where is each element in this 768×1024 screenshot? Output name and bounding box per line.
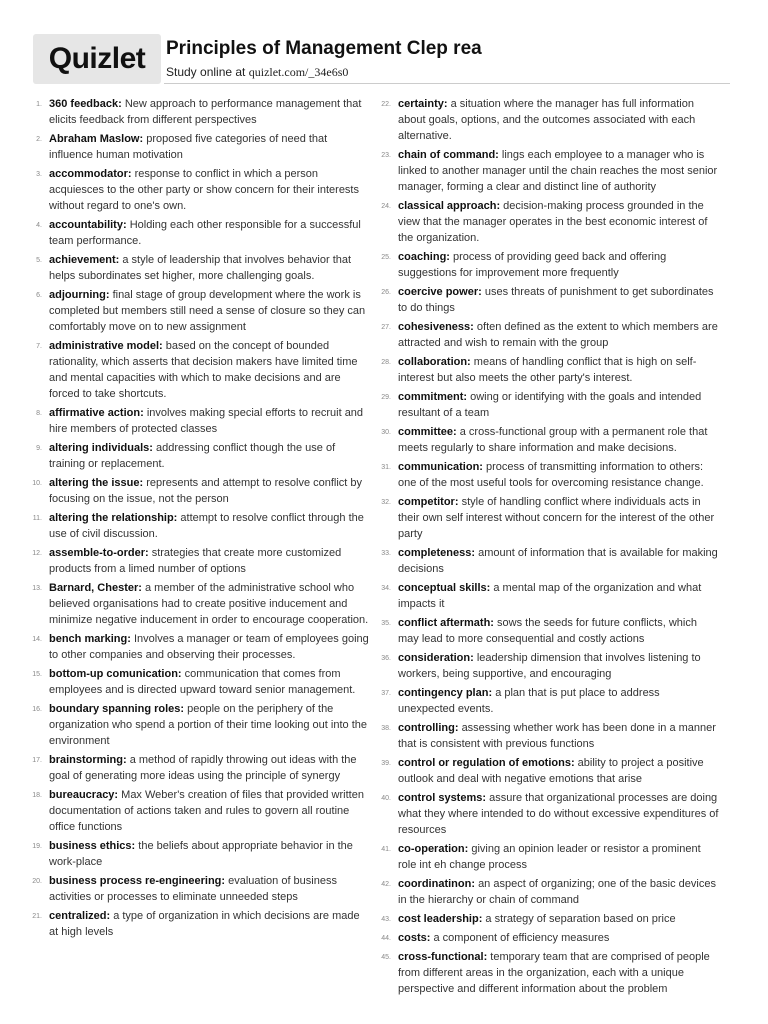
term-label: contingency plan: bbox=[398, 687, 493, 699]
term-definition: a component of efficiency measures bbox=[433, 932, 610, 944]
term-entry bbox=[379, 930, 719, 946]
term-label: business process re-engineering: bbox=[49, 875, 226, 887]
term-label: consideration: bbox=[398, 652, 474, 664]
term-definition: lings each employee to a manager who is linked to another manager until the chain reaches the most senior manager, forming a clear and distinct line of authority bbox=[398, 149, 718, 193]
term-entry bbox=[30, 475, 370, 507]
term-label: co-operation: bbox=[398, 843, 469, 855]
term-number: 42. bbox=[381, 881, 391, 888]
term-definition: temporary team that are comprised of people from different areas in the organization, each with a unique perspective and different information about the problem bbox=[398, 951, 710, 995]
term-label: brainstorming: bbox=[49, 754, 127, 766]
term-definition: assessing whether work has been done in a manner that is consistent with previous functions bbox=[398, 722, 716, 750]
term-entry bbox=[30, 752, 370, 784]
term-entry bbox=[379, 459, 719, 491]
term-number: 24. bbox=[381, 203, 391, 210]
term-entry bbox=[379, 96, 719, 144]
term-definition: leadership dimension that involves listening to workers, being supportive, and encouraging bbox=[398, 652, 701, 680]
term-label: 360 feedback: bbox=[49, 98, 122, 110]
term-number: 25. bbox=[381, 254, 391, 261]
term-number: 43. bbox=[381, 916, 391, 923]
term-label: altering the relationship: bbox=[49, 512, 178, 524]
header-divider bbox=[164, 83, 730, 84]
term-number: 11. bbox=[32, 515, 42, 522]
term-entry bbox=[30, 338, 370, 402]
term-definition: strategies that create more customized products from a limed number of options bbox=[49, 547, 342, 575]
term-entry bbox=[30, 545, 370, 577]
term-number: 36. bbox=[381, 655, 391, 662]
term-definition: uses threats of punishment to get subordinates to do things bbox=[398, 286, 714, 314]
term-number: 39. bbox=[381, 760, 391, 767]
study-url-link[interactable]: quizlet.com/_34e6s0 bbox=[248, 65, 349, 79]
term-definition: a plan that is put place to address unexpected events. bbox=[398, 687, 660, 715]
term-label: conflict aftermath: bbox=[398, 617, 494, 629]
term-definition: a type of organization in which decisions are made at high levels bbox=[49, 910, 360, 938]
term-number: 33. bbox=[381, 550, 391, 557]
term-label: altering the issue: bbox=[49, 477, 144, 489]
term-entry bbox=[379, 580, 719, 612]
term-entry bbox=[30, 787, 370, 835]
term-entry bbox=[30, 510, 370, 542]
term-definition: addressing conflict though the use of training or replacement. bbox=[49, 442, 336, 470]
term-label: accountability: bbox=[49, 219, 127, 231]
term-label: cohesiveness: bbox=[398, 321, 474, 333]
term-number: 12. bbox=[32, 550, 42, 557]
term-entry bbox=[379, 650, 719, 682]
term-definition: evaluation of business activities or processes to eliminate unneeded steps bbox=[49, 875, 337, 903]
term-entry bbox=[379, 876, 719, 908]
term-entry bbox=[379, 790, 719, 838]
term-entry bbox=[30, 908, 370, 940]
term-entry bbox=[30, 405, 370, 437]
term-entry bbox=[379, 545, 719, 577]
document-title: Principles of Management Clep rea bbox=[166, 38, 482, 59]
term-number: 7. bbox=[36, 343, 42, 350]
term-label: bottom-up comunication: bbox=[49, 668, 182, 680]
term-entry bbox=[379, 284, 719, 316]
term-number: 44. bbox=[381, 935, 391, 942]
term-label: accommodator: bbox=[49, 168, 132, 180]
term-entry bbox=[379, 720, 719, 752]
term-number: 22. bbox=[381, 101, 391, 108]
term-definition: a situation where the manager has full information about goals, options, and the outcomes associated with each alternative. bbox=[398, 98, 696, 142]
term-entry bbox=[379, 494, 719, 542]
term-entry bbox=[30, 666, 370, 698]
term-label: altering individuals: bbox=[49, 442, 153, 454]
term-entry bbox=[30, 580, 370, 628]
logo-text: Quizlet bbox=[48, 42, 146, 75]
term-label: affirmative action: bbox=[49, 407, 144, 419]
term-number: 37. bbox=[381, 690, 391, 697]
term-number: 6. bbox=[36, 292, 42, 299]
term-number: 3. bbox=[36, 171, 42, 178]
term-entry bbox=[30, 287, 370, 335]
term-label: coercive power: bbox=[398, 286, 482, 298]
terms-column-left bbox=[30, 96, 370, 943]
term-definition: owing or identifying with the goals and intended resultant of a team bbox=[398, 391, 702, 419]
term-definition: an aspect of organizing; one of the basic devices in the hierarchy or chain of command bbox=[398, 878, 716, 906]
term-definition: communication that comes from employees and is directed upward toward senior management. bbox=[49, 668, 356, 696]
term-label: administrative model: bbox=[49, 340, 163, 352]
term-definition: a cross-functional group with a permanent role that meets regularly to share information and make decisions. bbox=[398, 426, 708, 454]
term-definition: a method of rapidly throwing out ideas with the goal of generating more ideas using the principle of synergy bbox=[49, 754, 357, 782]
term-entry bbox=[379, 841, 719, 873]
term-entry bbox=[379, 389, 719, 421]
term-definition: response to conflict in which a person acquiesces to the other party or show concern for their interests without regard to one's own. bbox=[49, 168, 359, 212]
term-label: control systems: bbox=[398, 792, 487, 804]
term-number: 16. bbox=[32, 706, 42, 713]
term-entry bbox=[30, 252, 370, 284]
term-number: 9. bbox=[36, 445, 42, 452]
term-definition: a style of leadership that involves behavior that helps subordinates set higher, more challenging goals. bbox=[49, 254, 352, 282]
term-definition: giving an opinion leader or resistor a prominent role int eh change process bbox=[398, 843, 701, 871]
term-number: 41. bbox=[381, 846, 391, 853]
term-label: communication: bbox=[398, 461, 483, 473]
term-label: certainty: bbox=[398, 98, 448, 110]
term-entry bbox=[379, 685, 719, 717]
term-label: conceptual skills: bbox=[398, 582, 491, 594]
term-label: adjourning: bbox=[49, 289, 110, 301]
term-definition: means of handling conflict that is high on self-interest but also meets the other party's interest. bbox=[398, 356, 697, 384]
term-number: 21. bbox=[32, 913, 42, 920]
term-number: 40. bbox=[381, 795, 391, 802]
term-label: assemble-to-order: bbox=[49, 547, 149, 559]
term-number: 32. bbox=[381, 499, 391, 506]
term-number: 34. bbox=[381, 585, 391, 592]
term-definition: a strategy of separation based on price bbox=[485, 913, 676, 925]
term-number: 31. bbox=[381, 464, 391, 471]
term-definition: based on the concept of bounded rationality, which asserts that decision makers have limited time and mental capacities with which to make decisions and are forced to take shortcuts. bbox=[49, 340, 358, 400]
term-entry bbox=[30, 166, 370, 214]
term-label: collaboration: bbox=[398, 356, 471, 368]
term-definition: process of transmitting information to others: one of the most useful tools for overcoming resistance change. bbox=[398, 461, 704, 489]
term-entry bbox=[379, 615, 719, 647]
term-entry bbox=[30, 131, 370, 163]
term-number: 30. bbox=[381, 429, 391, 436]
term-label: coaching: bbox=[398, 251, 450, 263]
term-entry bbox=[379, 949, 719, 997]
term-number: 13. bbox=[32, 585, 42, 592]
term-entry bbox=[30, 217, 370, 249]
term-label: achievement: bbox=[49, 254, 120, 266]
term-entry bbox=[379, 249, 719, 281]
term-label: cross-functional: bbox=[398, 951, 488, 963]
term-entry bbox=[379, 147, 719, 195]
term-number: 26. bbox=[381, 289, 391, 296]
term-label: control or regulation of emotions: bbox=[398, 757, 575, 769]
term-number: 8. bbox=[36, 410, 42, 417]
term-number: 38. bbox=[381, 725, 391, 732]
study-online-line bbox=[166, 65, 348, 80]
term-number: 23. bbox=[381, 152, 391, 159]
term-definition: often defined as the extent to which members are attracted and wish to remain with the group bbox=[398, 321, 718, 349]
term-definition: attempt to resolve conflict through the use of civil discussion. bbox=[49, 512, 364, 540]
term-label: controlling: bbox=[398, 722, 459, 734]
term-definition: Max Weber's creation of files that provided written documentation of actions taken and rules to govern all routine office functions bbox=[49, 789, 364, 833]
term-entry bbox=[379, 319, 719, 351]
term-number: 19. bbox=[32, 843, 42, 850]
term-number: 45. bbox=[381, 954, 391, 961]
term-number: 2. bbox=[36, 136, 42, 143]
term-entry bbox=[379, 911, 719, 927]
term-entry bbox=[379, 424, 719, 456]
term-number: 18. bbox=[32, 792, 42, 799]
term-label: centralized: bbox=[49, 910, 111, 922]
term-definition: assure that organizational processes are doing what they where intended to do without excessive expenditures of resources bbox=[398, 792, 719, 836]
term-definition: sows the seeds for future conflicts, which may lead to more consequential and costly actions bbox=[398, 617, 697, 645]
term-number: 20. bbox=[32, 878, 42, 885]
term-label: cost leadership: bbox=[398, 913, 483, 925]
term-entry bbox=[379, 354, 719, 386]
quizlet-logo[interactable] bbox=[33, 34, 161, 84]
term-number: 15. bbox=[32, 671, 42, 678]
term-definition: people on the periphery of the organization who spend a portion of their time looking out into the environment bbox=[49, 703, 367, 747]
term-number: 4. bbox=[36, 222, 42, 229]
term-entry bbox=[30, 631, 370, 663]
term-number: 1. bbox=[36, 101, 42, 108]
term-entry bbox=[379, 198, 719, 246]
term-entry bbox=[30, 701, 370, 749]
term-label: business ethics: bbox=[49, 840, 136, 852]
term-label: boundary spanning roles: bbox=[49, 703, 185, 715]
term-definition: process of providing geed back and offering suggestions for improvement more frequently bbox=[398, 251, 667, 279]
term-definition: Involves a manager or team of employees going to other companies and observing their processes. bbox=[49, 633, 369, 661]
term-label: chain of command: bbox=[398, 149, 499, 161]
term-label: bureaucracy: bbox=[49, 789, 119, 801]
term-definition: style of handling conflict where individuals acts in their own self interest without concern for the interest of the other party bbox=[398, 496, 715, 540]
term-entry bbox=[30, 873, 370, 905]
term-label: bench marking: bbox=[49, 633, 131, 645]
term-definition: ability to project a positive outlook and deal with negative emotions that arise bbox=[398, 757, 704, 785]
term-definition: a member of the administrative school who believed organisations had to create positive inducement and minimize negative inducement in order to encourage cooperation. bbox=[49, 582, 369, 626]
page-header bbox=[33, 34, 730, 84]
term-label: Abraham Maslow: bbox=[49, 133, 144, 145]
term-number: 27. bbox=[381, 324, 391, 331]
term-number: 29. bbox=[381, 394, 391, 401]
term-entry bbox=[379, 755, 719, 787]
term-label: competitor: bbox=[398, 496, 459, 508]
term-number: 14. bbox=[32, 636, 42, 643]
term-number: 17. bbox=[32, 757, 42, 764]
term-entry bbox=[30, 440, 370, 472]
term-number: 35. bbox=[381, 620, 391, 627]
term-definition: New approach to performance management that elicits feedback from different perspectives bbox=[49, 98, 362, 126]
term-definition: decision-making process grounded in the view that the manager operates in the best economic interest of the organization. bbox=[398, 200, 708, 244]
study-prefix: Study online at bbox=[166, 65, 249, 79]
term-definition: represents and attempt to resolve conflict by focusing on the issue, not the person bbox=[49, 477, 363, 505]
term-definition: the beliefs about appropriate behavior in the work-place bbox=[49, 840, 353, 868]
term-label: committee: bbox=[398, 426, 457, 438]
term-label: classical approach: bbox=[398, 200, 501, 212]
term-definition: Holding each other responsible for a successful team performance. bbox=[49, 219, 361, 247]
term-label: Barnard, Chester: bbox=[49, 582, 142, 594]
term-label: commitment: bbox=[398, 391, 468, 403]
term-number: 10. bbox=[32, 480, 42, 487]
term-number: 5. bbox=[36, 257, 42, 264]
term-label: coordinatinon: bbox=[398, 878, 475, 890]
term-definition: a mental map of the organization and what impacts it bbox=[398, 582, 702, 610]
term-entry bbox=[30, 96, 370, 128]
term-label: costs: bbox=[398, 932, 431, 944]
term-label: completeness: bbox=[398, 547, 476, 559]
terms-column-right bbox=[379, 96, 719, 1000]
term-definition: final stage of group development where the work is completed but members still need a sense of closure so they can comfortably move on to new assignment bbox=[49, 289, 366, 333]
term-definition: amount of information that is available for making decisions bbox=[398, 547, 718, 575]
term-entry bbox=[30, 838, 370, 870]
term-number: 28. bbox=[381, 359, 391, 366]
term-definition: proposed five categories of need that influence human motivation bbox=[49, 133, 328, 161]
term-definition: involves making special efforts to recruit and hire members of protected classes bbox=[49, 407, 364, 435]
